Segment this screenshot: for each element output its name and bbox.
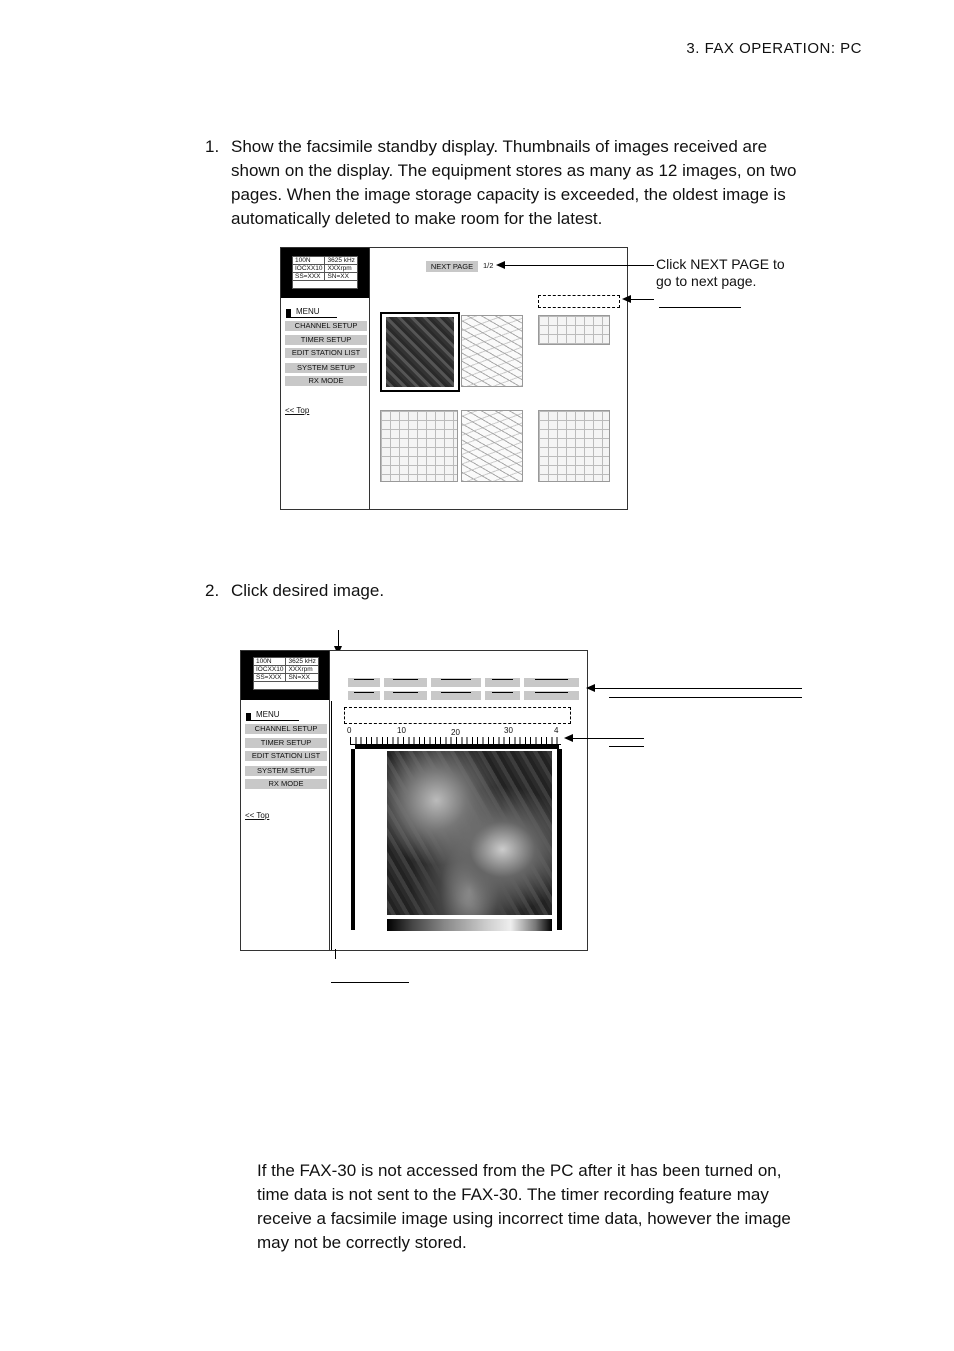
arrow-head [586,684,595,692]
image-border [557,749,562,930]
callout-underline [609,746,644,747]
status-cell [254,682,319,690]
step-text-line: pages. When the image storage capacity is exceeded, the oldest image is [231,185,786,204]
dashed-region [344,707,571,724]
arrow-head [496,261,505,269]
grayscale-bar [387,919,552,931]
menu-rx-mode[interactable]: RX MODE [245,779,327,789]
page-indicator: 1/2 [483,261,494,270]
note-line: time data is not sent to the FAX-30. The timer recording feature may [257,1185,769,1204]
ruler-label: 30 [504,726,513,735]
menu-system-setup[interactable]: SYSTEM SETUP [285,363,367,373]
toolbar-button[interactable] [348,691,380,700]
step-1 [205,135,865,235]
status-panel [241,651,329,700]
section-header: 3. FAX OPERATION: PC [686,40,862,57]
ruler-bar [355,745,559,749]
callout-leader [572,738,644,739]
thumbnail-image[interactable] [461,410,523,482]
callout-text: go to next page. [656,273,757,289]
next-page-button[interactable]: NEXT PAGE [426,261,478,272]
status-cell: SS=XXX [293,273,325,281]
status-cell: 100N [293,257,325,265]
status-cell: 3625 kHz [325,257,357,265]
menu-label: MENU [256,710,280,719]
arrow-head [564,734,573,742]
status-cell: SS=XXX [254,674,286,682]
menu-edit-station-list[interactable]: EDIT STATION LIST [285,348,367,358]
callout-text: Click NEXT PAGE to [656,256,785,272]
step-text-line: Show the facsimile standby display. Thumbnails of images received are [231,137,768,156]
ruler-label: 4 [554,726,559,735]
status-cell: IOCXX10 [293,265,325,273]
note-line: may not be correctly stored. [257,1233,467,1252]
menu-label: MENU [296,307,320,316]
arrow-head [622,295,631,303]
sidebar [241,651,330,950]
toolbar-button[interactable] [485,691,520,700]
step-number: 2. [205,581,220,600]
callout-underline [331,982,409,983]
note-line: receive a facsimile image using incorrect time data, however the image [257,1209,791,1228]
menu-channel-setup[interactable]: CHANNEL SETUP [245,724,327,734]
thumbnail-image[interactable] [538,410,610,482]
status-cell: SN=XX [325,273,357,281]
note-paragraph [257,1159,897,1255]
satellite-image[interactable] [387,751,552,915]
menu-underline [286,317,337,318]
note-line: If the FAX-30 is not accessed from the PC after it has been turned on, [257,1161,782,1180]
thumbnail-image[interactable] [461,315,523,387]
toolbar-button[interactable] [431,691,481,700]
satellite-thumbnail [386,317,454,387]
status-panel [281,248,369,298]
callout-underline [609,697,802,698]
top-link[interactable]: << Top [285,406,310,415]
menu-rx-mode[interactable]: RX MODE [285,376,367,386]
status-cell: 100N [254,658,286,666]
dashed-region [538,295,620,308]
status-cell: XXXrpm [325,265,357,273]
toolbar-button[interactable] [485,678,520,687]
status-cell: XXXrpm [286,666,318,674]
image-display [240,650,588,951]
step-text: Click desired image. [231,581,385,600]
status-cell: SN=XX [286,674,318,682]
callout-leader [500,265,654,266]
toolbar-button[interactable] [348,678,380,687]
sidebar-edge [331,701,332,950]
thumbnail-image[interactable] [538,315,610,345]
status-cell: IOCXX10 [254,666,286,674]
menu-timer-setup[interactable]: TIMER SETUP [285,335,367,345]
toolbar-button[interactable] [524,678,579,687]
step-2 [205,579,605,603]
menu-edit-station-list[interactable]: EDIT STATION LIST [245,751,327,761]
step-text-line: automatically deleted to make room for the latest. [231,209,603,228]
menu-timer-setup[interactable]: TIMER SETUP [245,738,327,748]
menu-system-setup[interactable]: SYSTEM SETUP [245,766,327,776]
status-table [253,657,319,690]
status-table [292,256,358,289]
toolbar-button[interactable] [384,678,427,687]
step-text [231,135,796,231]
toolbar-button[interactable] [431,678,481,687]
thumbnail-image[interactable] [380,410,458,482]
menu-underline [246,720,299,721]
status-cell [293,281,358,289]
standby-display [280,247,628,510]
ruler-label: 20 [451,728,460,737]
menu-channel-setup[interactable]: CHANNEL SETUP [285,321,367,331]
step-number: 1. [205,137,220,156]
top-link[interactable]: << Top [245,811,270,820]
callout-leader [627,299,654,300]
ruler-label: 10 [397,726,406,735]
callout-underline [659,307,741,308]
toolbar-button[interactable] [524,691,579,700]
thumbnail-selected[interactable] [380,312,460,392]
image-border [351,749,355,930]
ruler-label: 0 [347,726,352,735]
sidebar [281,248,370,509]
callout-leader [594,688,802,689]
status-cell: 3625 kHz [286,658,318,666]
callout-next-page [656,256,785,290]
menu-marker [286,309,291,317]
step-text-line: shown on the display. The equipment stores as many as 12 images, on two [231,161,797,180]
callout-leader [335,949,336,959]
toolbar-button[interactable] [384,691,427,700]
